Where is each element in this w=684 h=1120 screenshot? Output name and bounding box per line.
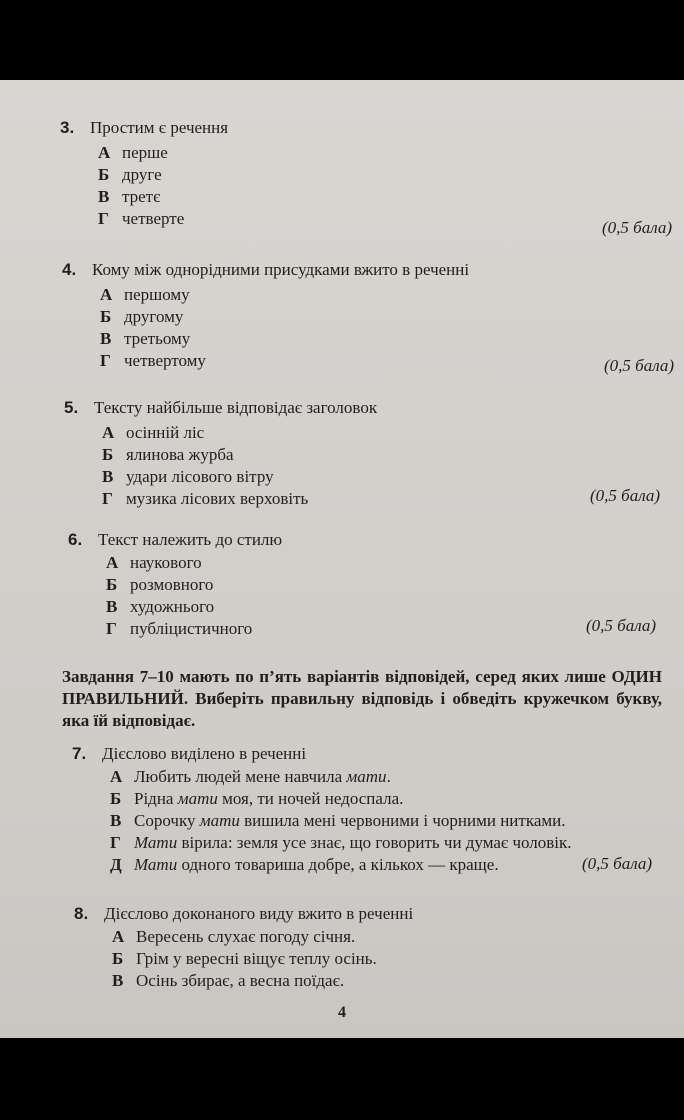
option-b[interactable]: Б розмовного bbox=[106, 575, 214, 594]
question-text: Текст належить до стилю bbox=[98, 530, 283, 549]
option-b[interactable]: Б ялинова журба bbox=[102, 445, 234, 464]
question-4 bbox=[62, 260, 682, 375]
question-6 bbox=[68, 530, 680, 640]
score-label: (0,5 бала) bbox=[602, 218, 672, 237]
option-d[interactable]: Г Мати вірила: земля усе знає, що говорить чи думає чоловік. bbox=[110, 833, 572, 852]
option-c[interactable]: В Осінь збирає, а весна поїдає. bbox=[112, 971, 345, 990]
question-text: Дієслово виділено в реченні bbox=[102, 744, 307, 763]
option-e[interactable]: Д Мати одного товариша добре, а кількох — краще. bbox=[110, 855, 499, 874]
score-label: (0,5 бала) bbox=[582, 854, 652, 873]
question-number: 3. bbox=[60, 118, 75, 137]
option-a[interactable]: А Вересень слухає погоду січня. bbox=[112, 927, 356, 946]
question-3 bbox=[60, 118, 680, 237]
score-label: (0,5 бала) bbox=[590, 486, 660, 505]
question-number: 7. bbox=[72, 744, 87, 763]
page-number: 4 bbox=[338, 1004, 346, 1021]
option-b[interactable]: Б Грім у вересні віщує теплу осінь. bbox=[112, 949, 377, 968]
question-text: Кому між однорідними присудками вжито в реченні bbox=[92, 260, 470, 279]
question-number: 5. bbox=[64, 398, 79, 417]
option-a[interactable]: А першому bbox=[100, 285, 190, 304]
question-text: Тексту найбільше відповідає заголовок bbox=[94, 398, 378, 417]
option-b[interactable]: Б другому bbox=[100, 307, 184, 326]
option-c[interactable]: В удари лісового вітру bbox=[102, 467, 274, 486]
option-d[interactable]: Г четверте bbox=[98, 209, 185, 228]
question-number: 8. bbox=[74, 904, 89, 923]
option-d[interactable]: Г публіцистичного bbox=[106, 619, 253, 638]
question-number: 6. bbox=[68, 530, 83, 549]
question-number: 4. bbox=[62, 260, 77, 279]
score-label: (0,5 бала) bbox=[604, 356, 674, 375]
task-instructions: Завдання 7–10 мають по п’ять варіантів відповідей, серед яких лише ОДИН ПРАВИЛЬНИЙ. Виберіть правильну відповідь і обведіть кружечком букву, яка їй відповідає. bbox=[62, 667, 662, 730]
option-c[interactable]: В третьому bbox=[100, 329, 191, 348]
score-label: (0,5 бала) bbox=[586, 616, 656, 635]
option-a[interactable]: А наукового bbox=[106, 553, 202, 572]
option-c[interactable]: В третє bbox=[98, 187, 161, 206]
option-c[interactable]: В Сорочку мати вишила мені червоними і чорними нитками. bbox=[110, 811, 566, 830]
option-c[interactable]: В художнього bbox=[106, 597, 215, 616]
option-d[interactable]: Г музика лісових верховіть bbox=[102, 489, 309, 508]
question-5 bbox=[64, 398, 680, 510]
option-d[interactable]: Г четвертому bbox=[100, 351, 206, 370]
question-text: Простим є речення bbox=[90, 118, 229, 137]
question-8 bbox=[74, 904, 674, 992]
worksheet-page bbox=[0, 80, 684, 1038]
option-b[interactable]: Б друге bbox=[98, 165, 162, 184]
question-7 bbox=[72, 744, 682, 876]
option-a[interactable]: А осінній ліс bbox=[102, 423, 205, 442]
option-b[interactable]: Б Рідна мати моя, ти ночей недоспала. bbox=[110, 789, 404, 808]
option-a[interactable]: А перше bbox=[98, 143, 168, 162]
question-text: Дієслово доконаного виду вжито в реченні bbox=[104, 904, 414, 923]
option-a[interactable]: А Любить людей мене навчила мати. bbox=[110, 767, 391, 786]
